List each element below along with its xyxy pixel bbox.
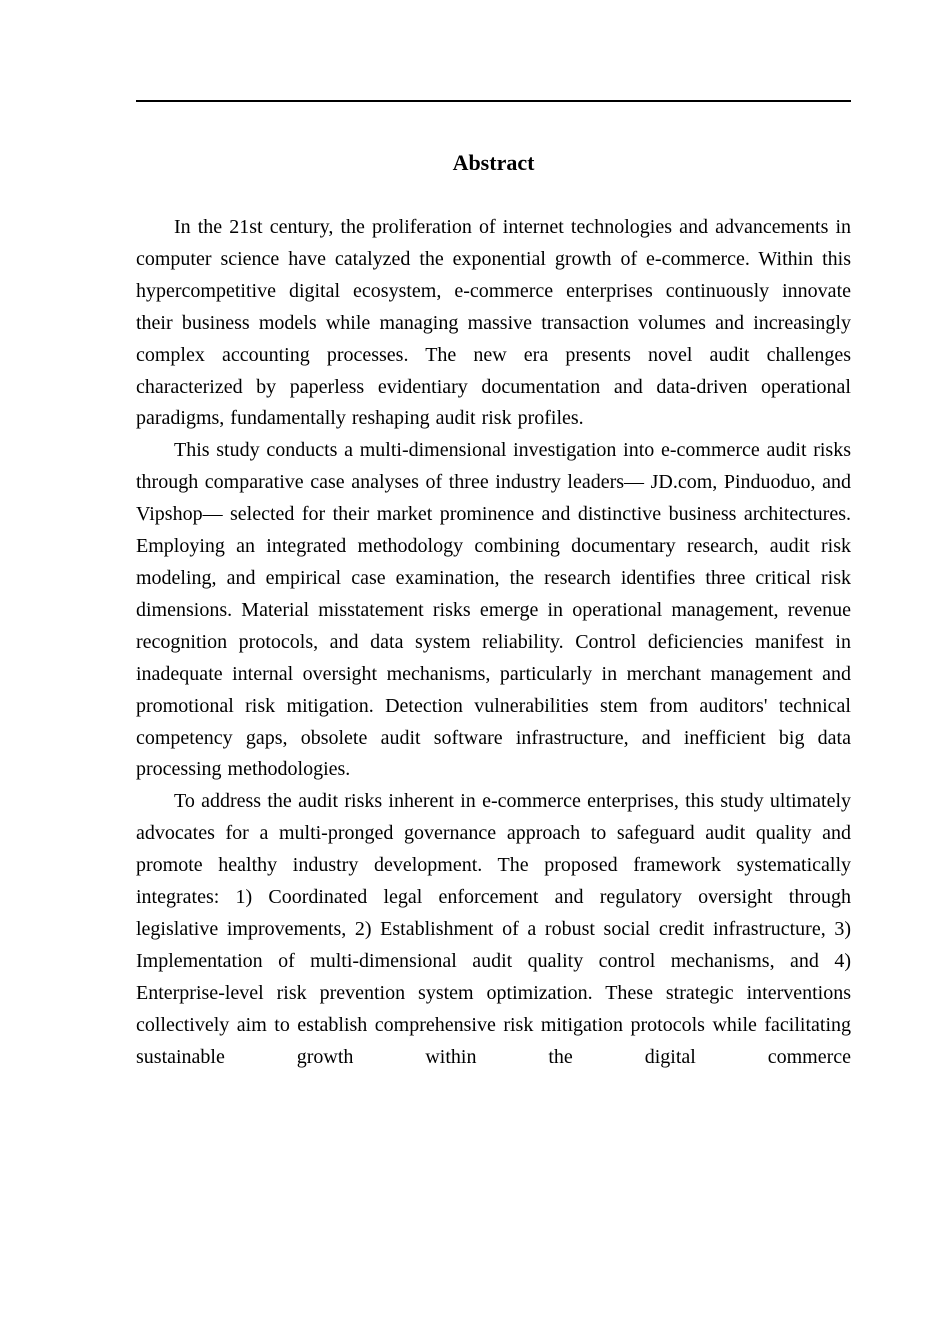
abstract-paragraph-1: In the 21st century, the proliferation of internet technologies and advancements in computer science have catalyzed the exponential growth of e-commerce. Within this hypercompetitive digital ecosystem, e-commerce enterprises continuously innovate their business models while managing massive transaction volumes and increasingly complex accounting processes. The new era presents novel audit challenges characterized by paperless evidentiary documentation and data-driven operational paradigms, fundamentally reshaping audit risk profiles. [136,216,851,430]
abstract-title: Abstract [452,150,535,175]
abstract-paragraph-3: To address the audit risks inherent in e-commerce enterprises, this study ultimately advocates for a multi-pronged governance approach to safeguard audit quality and promote healthy industry development. The proposed framework systematically integrates: 1) Coordinated legal enforcement and regulatory oversight through legislative improvements, 2) Establishment of a robust social credit infrastructure, 3) Implementation of multi-dimensional audit quality control mechanisms, and 4) Enterprise-level risk prevention system optimization. These strategic interventions collectively aim to establish comprehensive risk mitigation protocols while facilitating sustainable growth within the digital commerce [136,790,851,1068]
abstract-body [136,212,851,1073]
header-rule [136,100,851,102]
abstract-paragraph-2: This study conducts a multi-dimensional investigation into e-commerce audit risks through comparative case analyses of three industry leaders— JD.com, Pinduoduo, and Vipshop— selected for their market prominence and distinctive business architectures. Employing an integrated methodology combining documentary research, audit risk modeling, and empirical case examination, the research identifies three critical risk dimensions. Material misstatement risks emerge in operational management, revenue recognition protocols, and data system reliability. Control deficiencies manifest in inadequate internal oversight mechanisms, particularly in merchant management and promotional risk mitigation. Detection vulnerabilities stem from auditors' technical competency gaps, obsolete audit software infrastructure, and inefficient big data processing methodologies. [136,439,851,781]
